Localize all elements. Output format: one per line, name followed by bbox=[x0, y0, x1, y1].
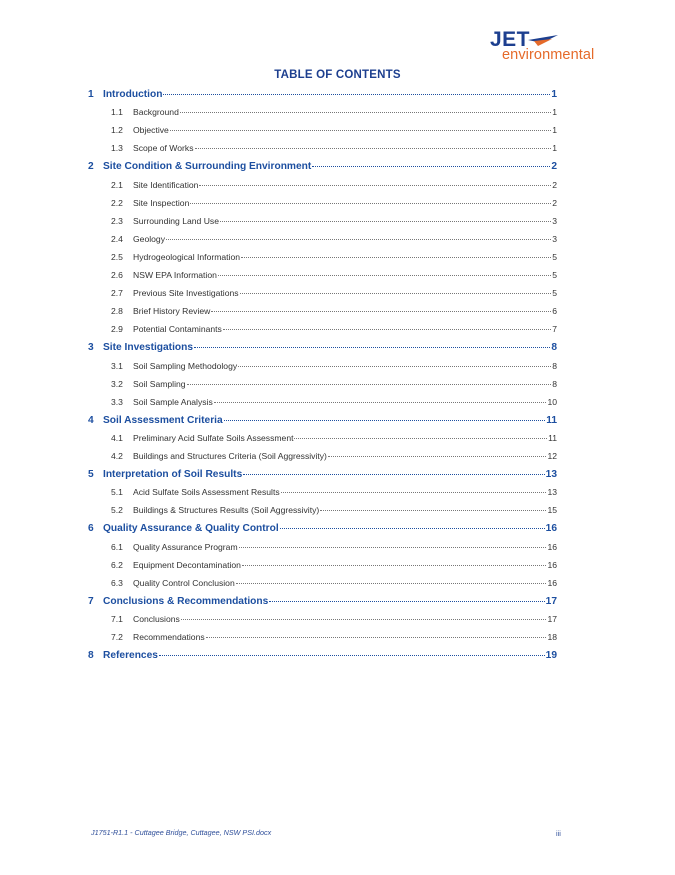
toc-entry-label: Conclusions & Recommendations bbox=[103, 595, 269, 607]
toc-entry-page: 1 bbox=[552, 125, 557, 136]
toc-entry-label: Soil Sampling Methodology bbox=[133, 360, 238, 371]
toc-subsection-entry[interactable] bbox=[111, 180, 557, 196]
toc-entry-number: 3.3 bbox=[111, 396, 123, 407]
toc-entry-label: Equipment Decontamination bbox=[133, 559, 241, 570]
toc-entry-page: 17 bbox=[545, 595, 557, 607]
toc-subsection-entry[interactable] bbox=[111, 198, 557, 214]
toc-dot-leader bbox=[199, 185, 551, 186]
toc-entry-number: 6 bbox=[88, 523, 94, 535]
toc-entry-number: 6.2 bbox=[111, 559, 123, 570]
toc-entry-number: 3.1 bbox=[111, 360, 123, 371]
toc-entry-number: 2.5 bbox=[111, 251, 123, 262]
toc-entry-page: 5 bbox=[552, 251, 557, 262]
toc-entry-label: Previous Site Investigations bbox=[133, 288, 239, 299]
toc-entry-page: 8 bbox=[552, 378, 557, 389]
toc-subsection-entry[interactable] bbox=[111, 505, 557, 521]
toc-entry-number: 2.4 bbox=[111, 233, 123, 244]
toc-entry-number: 1.1 bbox=[111, 107, 123, 118]
toc-subsection-entry[interactable] bbox=[111, 397, 557, 413]
toc-dot-leader bbox=[236, 583, 547, 584]
toc-entry-label: Site Condition & Surrounding Environment bbox=[103, 161, 312, 173]
toc-entry-label: Site Identification bbox=[133, 179, 199, 190]
toc-entry-page: 11 bbox=[546, 414, 557, 426]
toc-entry-label: Soil Sampling bbox=[133, 378, 186, 389]
toc-entry-number: 1.3 bbox=[111, 143, 123, 154]
toc-entry-label: NSW EPA Information bbox=[133, 270, 217, 280]
toc-entry-number: 5 bbox=[88, 469, 94, 481]
toc-dot-leader bbox=[223, 329, 551, 330]
logo-subtitle: environmental bbox=[502, 47, 595, 63]
toc-entry-number: 7.1 bbox=[111, 613, 123, 624]
toc-subsection-entry[interactable] bbox=[111, 560, 557, 576]
toc-entry-label: Conclusions bbox=[133, 613, 180, 624]
toc-entry-page: 10 bbox=[547, 396, 557, 407]
toc-dot-leader bbox=[243, 474, 544, 475]
toc-entry-page: 11 bbox=[548, 432, 557, 443]
toc-title: TABLE OF CONTENTS bbox=[274, 69, 401, 81]
toc-entry-number: 3 bbox=[88, 342, 94, 354]
toc-subsection-entry[interactable] bbox=[111, 433, 557, 449]
toc-entry-label: References bbox=[103, 650, 158, 662]
toc-subsection-entry[interactable] bbox=[111, 542, 557, 558]
toc-entry-number: 5.2 bbox=[111, 505, 123, 516]
toc-dot-leader bbox=[214, 402, 547, 403]
toc-dot-leader bbox=[220, 221, 551, 222]
toc-entry-page: 13 bbox=[547, 487, 557, 498]
toc-entry-number: 1.2 bbox=[111, 125, 123, 136]
toc-entry-page: 1 bbox=[551, 89, 557, 100]
toc-dot-leader bbox=[190, 203, 551, 204]
toc-entry-number: 6.1 bbox=[111, 541, 123, 552]
toc-dot-leader bbox=[195, 148, 552, 149]
toc-dot-leader bbox=[294, 438, 547, 439]
toc-entry-label: Acid Sulfate Soils Assessment Results bbox=[133, 487, 280, 498]
toc-entry-label: Quality Control Conclusion bbox=[133, 577, 235, 588]
toc-entry-number: 2.3 bbox=[111, 215, 123, 226]
toc-entry-number: 3.2 bbox=[111, 378, 123, 389]
toc-subsection-entry[interactable] bbox=[111, 614, 557, 630]
toc-entry-label: Site Inspection bbox=[133, 197, 190, 208]
toc-entry-page: 16 bbox=[547, 577, 557, 588]
toc-entry-number: 2.9 bbox=[111, 324, 123, 335]
toc-section-entry[interactable] bbox=[88, 523, 557, 539]
toc-entry-page: 2 bbox=[551, 161, 557, 173]
toc-dot-leader bbox=[206, 637, 547, 638]
toc-entry-number: 4.1 bbox=[111, 432, 123, 443]
toc-entry-label: Quality Assurance & Quality Control bbox=[103, 523, 279, 535]
toc-entry-number: 6.3 bbox=[111, 577, 123, 588]
toc-dot-leader bbox=[181, 619, 547, 620]
toc-entry-number: 1 bbox=[88, 89, 94, 100]
toc-entry-label: Surrounding Land Use bbox=[133, 215, 219, 226]
toc-section-entry[interactable] bbox=[88, 342, 557, 358]
toc-entry-page: 15 bbox=[547, 505, 557, 516]
toc-subsection-entry[interactable] bbox=[111, 234, 557, 250]
toc-dot-leader bbox=[312, 166, 550, 167]
toc-entry-label: Introduction bbox=[103, 89, 163, 100]
toc-dot-leader bbox=[241, 257, 551, 258]
toc-entry-label: Site Investigations bbox=[103, 342, 194, 354]
toc-subsection-entry[interactable] bbox=[111, 361, 557, 377]
toc-entry-page: 3 bbox=[552, 233, 557, 244]
toc-dot-leader bbox=[194, 347, 550, 348]
toc-dot-leader bbox=[281, 492, 547, 493]
toc-entry-page: 12 bbox=[547, 451, 557, 461]
toc-entry-page: 8 bbox=[551, 342, 557, 354]
toc-entry-page: 1 bbox=[552, 143, 557, 154]
jet-plane-icon bbox=[528, 32, 558, 48]
toc-dot-leader bbox=[187, 384, 552, 385]
toc-subsection-entry[interactable] bbox=[111, 578, 557, 594]
toc-subsection-entry[interactable] bbox=[111, 143, 557, 159]
toc-section-entry[interactable] bbox=[88, 89, 557, 105]
toc-entry-label: Quality Assurance Program bbox=[133, 541, 238, 552]
toc-dot-leader bbox=[159, 655, 545, 656]
toc-subsection-entry[interactable] bbox=[111, 324, 557, 340]
toc-entry-page: 2 bbox=[552, 197, 557, 208]
toc-dot-leader bbox=[211, 311, 551, 312]
toc-subsection-entry[interactable] bbox=[111, 270, 557, 286]
toc-section-entry[interactable] bbox=[88, 469, 557, 485]
toc-entry-page: 19 bbox=[545, 650, 557, 662]
toc-dot-leader bbox=[328, 456, 547, 457]
toc-dot-leader bbox=[170, 130, 551, 131]
toc-subsection-entry[interactable] bbox=[111, 216, 557, 232]
toc-entry-label: Soil Sample Analysis bbox=[133, 396, 213, 407]
toc-entry-number: 4 bbox=[88, 414, 94, 426]
toc-entry-number: 7 bbox=[88, 595, 94, 607]
toc-dot-leader bbox=[224, 420, 546, 421]
toc-entry-label: Buildings and Structures Criteria (Soil Aggressivity) bbox=[133, 451, 327, 461]
footer-document-name: J1751-R1.1 - Cuttagee Bridge, Cuttagee, NSW PSI.docx bbox=[91, 828, 272, 837]
logo-brand: JET bbox=[490, 28, 531, 51]
toc-dot-leader bbox=[240, 293, 552, 294]
toc-dot-leader bbox=[180, 112, 551, 113]
toc-entry-number: 7.2 bbox=[111, 632, 123, 642]
toc-entry-page: 6 bbox=[552, 306, 557, 317]
toc-entry-number: 5.1 bbox=[111, 487, 123, 498]
toc-entry-label: Buildings & Structures Results (Soil Aggressivity) bbox=[133, 505, 320, 516]
toc-dot-leader bbox=[320, 510, 546, 511]
toc-subsection-entry[interactable] bbox=[111, 107, 557, 123]
toc-entry-number: 2.7 bbox=[111, 288, 123, 299]
toc-entry-page: 7 bbox=[552, 324, 557, 335]
toc-entry-page: 5 bbox=[552, 270, 557, 280]
toc-entry-page: 5 bbox=[552, 288, 557, 299]
footer-page-number: iii bbox=[556, 829, 561, 838]
toc-section-entry[interactable] bbox=[88, 415, 557, 431]
toc-entry-page: 8 bbox=[552, 360, 557, 371]
toc-entry-page: 13 bbox=[545, 469, 557, 481]
toc-entry-label: Objective bbox=[133, 125, 169, 136]
toc-section-entry[interactable] bbox=[88, 161, 557, 177]
toc-section-entry[interactable] bbox=[88, 650, 557, 666]
toc-dot-leader bbox=[163, 94, 550, 95]
toc-dot-leader bbox=[269, 601, 544, 602]
toc-entry-label: Background bbox=[133, 107, 179, 118]
toc-entry-page: 16 bbox=[545, 523, 557, 535]
toc-entry-page: 17 bbox=[547, 613, 557, 624]
toc-dot-leader bbox=[218, 275, 551, 276]
toc-entry-label: Hydrogeological Information bbox=[133, 251, 241, 262]
toc-entry-page: 16 bbox=[547, 541, 557, 552]
toc-subsection-entry[interactable] bbox=[111, 379, 557, 395]
toc-dot-leader bbox=[238, 366, 551, 367]
toc-entry-page: 3 bbox=[552, 215, 557, 226]
toc-entry-label: Recommendations bbox=[133, 632, 205, 642]
toc-entry-page: 1 bbox=[552, 107, 557, 118]
toc-entry-number: 2.2 bbox=[111, 197, 123, 208]
toc-entry-number: 2 bbox=[88, 161, 94, 173]
toc-dot-leader bbox=[166, 239, 551, 240]
toc-entry-label: Scope of Works bbox=[133, 143, 194, 154]
toc-entry-label: Interpretation of Soil Results bbox=[103, 469, 243, 481]
toc-entry-number: 2.1 bbox=[111, 179, 123, 190]
toc-entry-number: 4.2 bbox=[111, 451, 123, 461]
toc-entry-label: Preliminary Acid Sulfate Soils Assessment bbox=[133, 432, 294, 443]
toc-entry-page: 18 bbox=[547, 632, 557, 642]
toc-dot-leader bbox=[280, 528, 545, 529]
toc-entry-number: 2.8 bbox=[111, 306, 123, 317]
toc-entry-label: Geology bbox=[133, 233, 166, 244]
toc-dot-leader bbox=[242, 565, 546, 566]
toc-dot-leader bbox=[239, 547, 547, 548]
toc-subsection-entry[interactable] bbox=[111, 252, 557, 268]
toc-section-entry[interactable] bbox=[88, 596, 557, 612]
toc-subsection-entry[interactable] bbox=[111, 632, 557, 648]
toc-entry-page: 2 bbox=[552, 179, 557, 190]
toc-entry-number: 2.6 bbox=[111, 270, 123, 280]
toc-entry-label: Brief History Review bbox=[133, 306, 211, 317]
toc-subsection-entry[interactable] bbox=[111, 487, 557, 503]
toc-subsection-entry[interactable] bbox=[111, 288, 557, 304]
company-logo bbox=[488, 28, 598, 68]
toc-entry-page: 16 bbox=[547, 559, 557, 570]
toc-subsection-entry[interactable] bbox=[111, 125, 557, 141]
toc-subsection-entry[interactable] bbox=[111, 306, 557, 322]
toc-entry-label: Soil Assessment Criteria bbox=[103, 414, 223, 426]
toc-subsection-entry[interactable] bbox=[111, 451, 557, 467]
toc-entry-label: Potential Contaminants bbox=[133, 324, 222, 335]
toc-entry-number: 8 bbox=[88, 650, 94, 662]
